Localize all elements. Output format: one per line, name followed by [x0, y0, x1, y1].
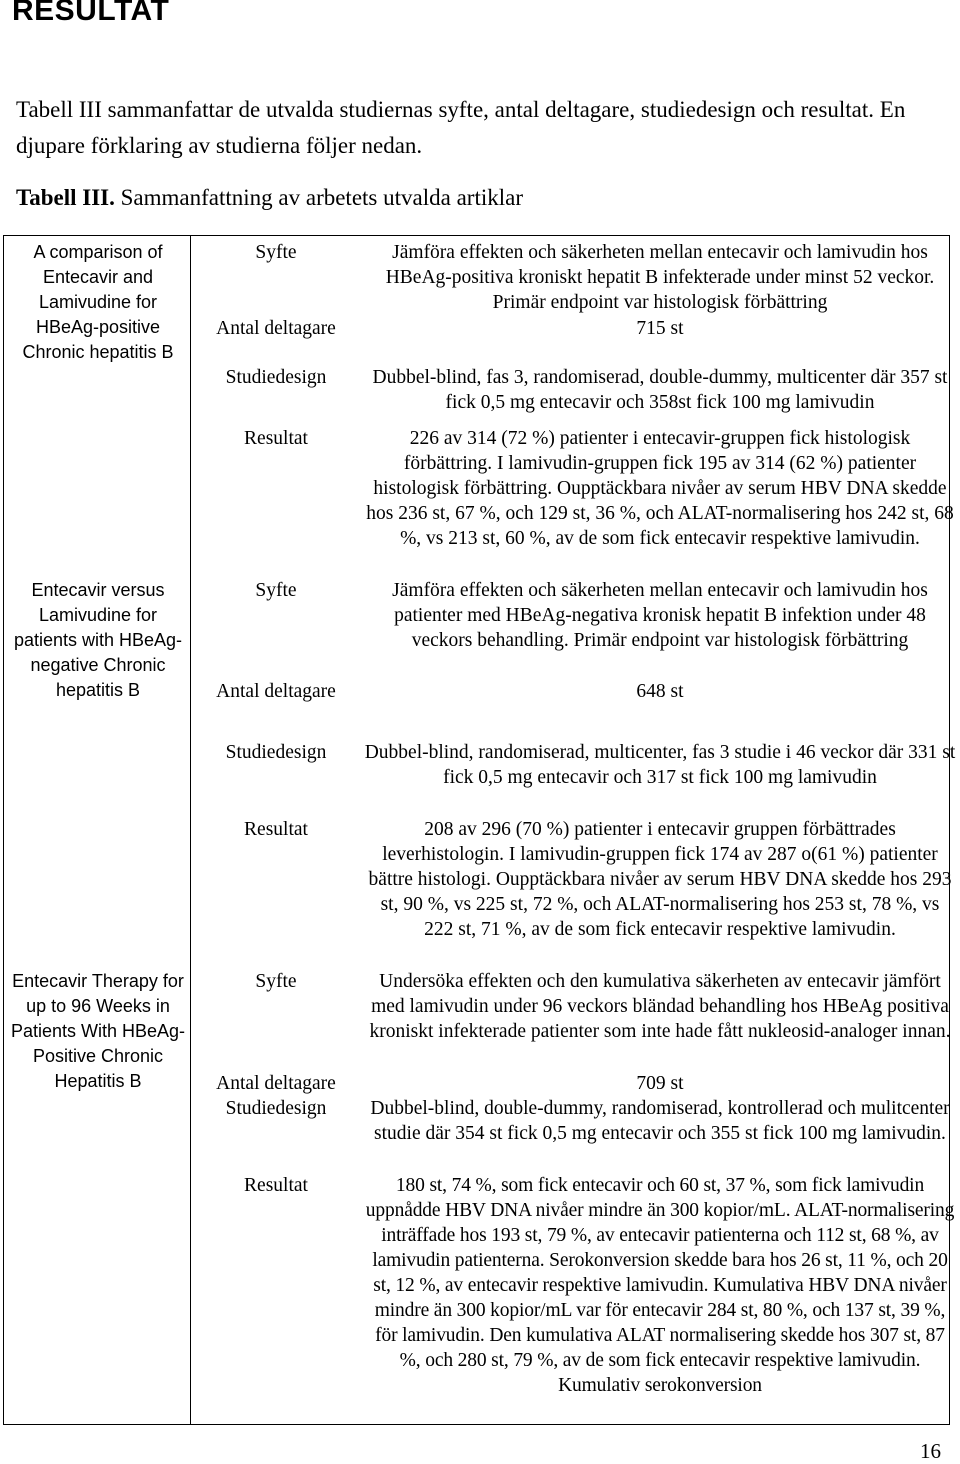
- study-3-syfte-label: Syfte: [255, 971, 297, 992]
- summary-table: [3, 235, 956, 1425]
- study-1-resultat-label: Resultat: [244, 428, 308, 449]
- study-3-resultat-label: Resultat: [244, 1175, 308, 1196]
- study-title-3: Entecavir Therapy for up to 96 Weeks in Patients With HBeAg-Positive Chronic Hepatitis B: [10, 971, 186, 1091]
- study-1-syfte-label: Syfte: [255, 242, 297, 263]
- study-2-design-value: Dubbel-blind, randomiserad, multicenter, fas 3 studie i 46 veckor där 331 st fick 0,5 mg entecavir och 317 st fick 100 mg lamivudin: [364, 742, 956, 788]
- study-1-antal-label: Antal deltagare: [216, 318, 336, 339]
- study-title-2: Entecavir versus Lamivudine for patients with HBeAg-negative Chronic hepatitis B: [13, 580, 183, 700]
- table-caption-text: Sammanfattning av arbetets utvalda artiklar: [114, 185, 523, 210]
- study-3-antal-label: Antal deltagare: [216, 1073, 336, 1094]
- study-3-design-label: Studiedesign: [225, 1098, 327, 1119]
- study-1-design-value: Dubbel-blind, fas 3, randomiserad, double-dummy, multicenter där 357 st fick 0,5 mg entecavir och 358st fick 100 mg lamivudin: [372, 367, 948, 413]
- study-2-resultat-label: Resultat: [244, 819, 308, 840]
- study-1-design-label: Studiedesign: [225, 367, 327, 388]
- study-title-1: A comparison of Entecavir and Lamivudine for HBeAg-positive Chronic hepatitis B: [22, 242, 174, 362]
- study-1-antal-value: 715 st: [636, 318, 684, 339]
- page-number: 16: [920, 1439, 941, 1463]
- table-caption: [16, 180, 523, 216]
- table-caption-label: Tabell III.: [16, 185, 115, 210]
- study-1-resultat-value: 226 av 314 (72 %) patienter i entecavir-gruppen fick histologisk förbättring. I lamivudin-gruppen fick 195 av 314 (62 %) patienter histologisk förbättring. Oupptäckbara nivåer av serum HBV DNA skedde hos 236 st, 67 %, och 129 st, 36 %, och ALAT-normalisering hos 242 st, 68 %, vs 213 st, 60 %, av de som fick entecavir respektive lamivudin.: [366, 428, 954, 549]
- study-2-syfte-label: Syfte: [255, 580, 297, 601]
- study-1-syfte-value: Jämföra effekten och säkerheten mellan entecavir och lamivudin hos HBeAg-positiva kroniskt hepatit B infekterade under minst 52 veckor. Primär endpoint var histologisk förbättring: [385, 242, 935, 313]
- study-2-antal-value: 648 st: [636, 681, 684, 702]
- study-2-syfte-value: Jämföra effekten och säkerheten mellan entecavir och lamivudin hos patienter med HBeAg-negativa kronisk hepatit B infektion under 48 veckors behandling. Primär endpoint var histologisk förbättring: [392, 580, 928, 651]
- study-2-resultat-value: 208 av 296 (70 %) patienter i entecavir gruppen förbättrades leverhistologin. I lamivudin-gruppen fick 174 av 287 o(61 %) patienter bättre histologi. Oupptäckbara nivåer av serum HBV DNA skedde hos 293 st, 90 %, vs 225 st, 72 %, och ALAT-normalisering hos 253 st, 78 %, vs 222 st, 71 %, av de som fick entecavir respektive lamivudin.: [368, 819, 952, 940]
- column-divider: [190, 236, 191, 1424]
- study-3-design-value: Dubbel-blind, double-dummy, randomiserad, kontrollerad och mulitcenter studie där 354 st fick 0,5 mg entecavir och 355 st fick 100 mg lamivudin.: [370, 1098, 950, 1144]
- study-3-antal-value: 709 st: [636, 1073, 684, 1094]
- study-2-antal-label: Antal deltagare: [216, 681, 336, 702]
- study-3-syfte-value: Undersöka effekten och den kumulativa säkerheten av entecavir jämfört med lamivudin under 96 veckors bländad behandling hos HBeAg positiva kroniskt infekterade patienter som inte hade fått nukleosid-analoger innan.: [369, 971, 951, 1042]
- study-3-resultat-value: 180 st, 74 %, som fick entecavir och 60 st, 37 %, som fick lamivudin uppnådde HBV DNA nivåer mindre än 300 kopior/mL. ALAT-normalisering inträffade hos 193 st, 79 %, av entecavir patienterna och 112 st, 68 %, av lamivudin patienterna. Serokonversion skedde bara hos 26 st, 11 %, och 20 st, 12 %, av entecavir respektive lamivudin. Kumulativa HBV DNA nivåer mindre än 300 kopior/mL var för entecavir 284 st, 80 %, och 137 st, 39 %, för lamivudin. Den kumulativa ALAT normalisering skedde hos 307 st, 87 %, och 280 st, 79 %, av de som fick entecavir respektive lamivudin. Kumulativ serokonversion: [365, 1175, 955, 1396]
- intro-paragraph: Tabell III sammanfattar de utvalda studiernas syfte, antal deltagare, studiedesign och resultat. En djupare förklaring av studierna följer nedan.: [16, 97, 906, 158]
- page-heading: RESULTAT: [12, 0, 170, 27]
- study-2-design-label: Studiedesign: [225, 742, 327, 763]
